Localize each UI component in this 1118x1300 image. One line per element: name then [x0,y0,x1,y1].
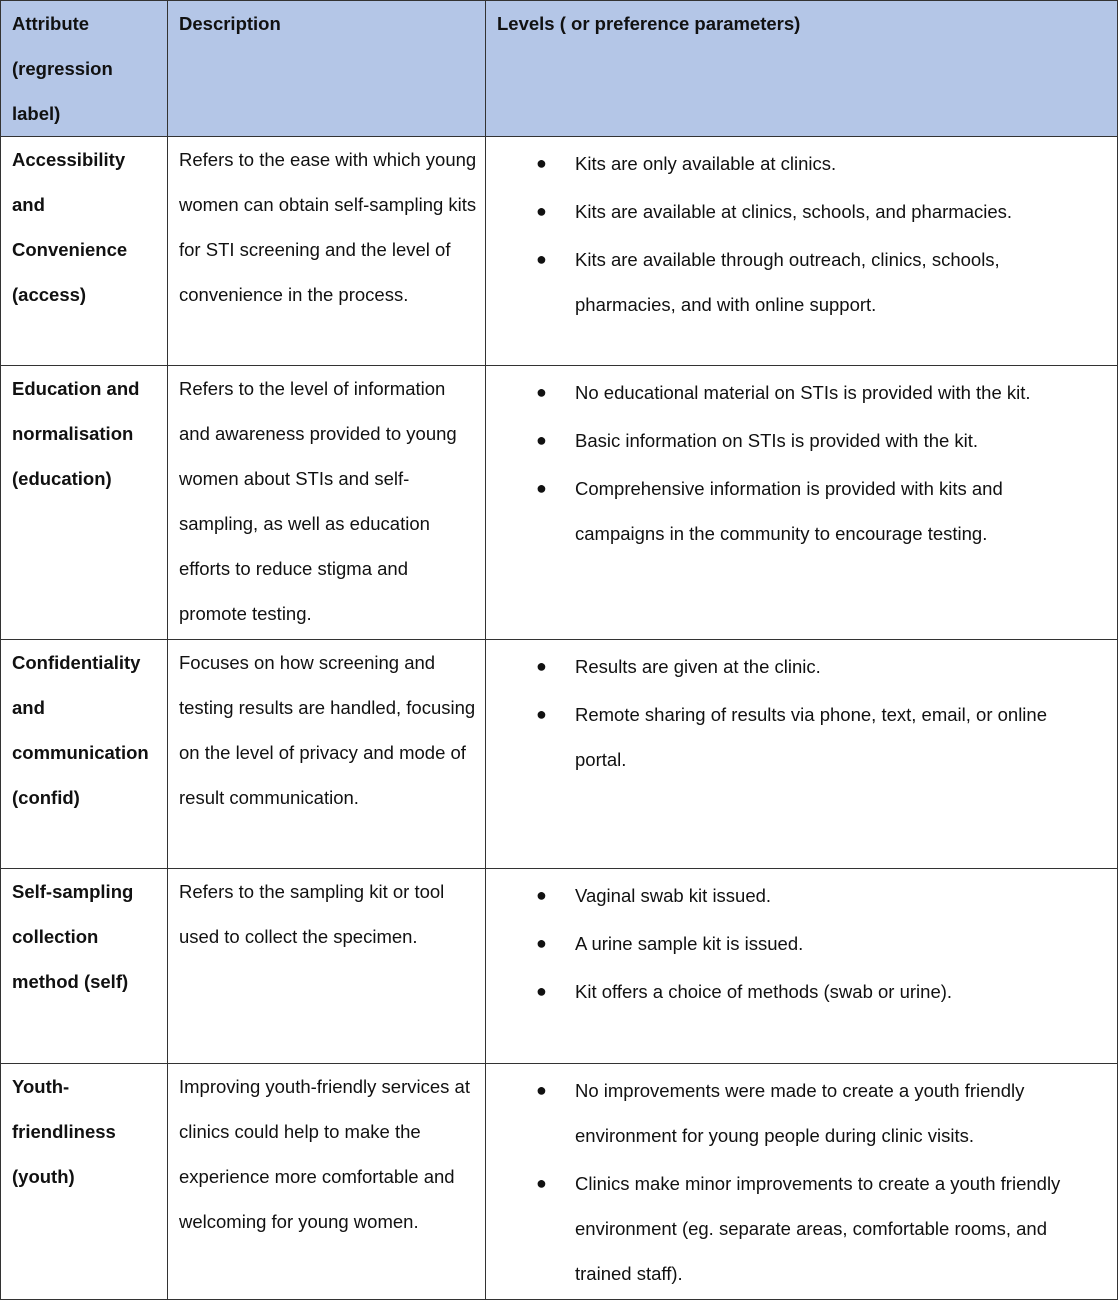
level-text: Comprehensive information is provided with kits and campaigns in the community to encourage testing. [575,478,1003,544]
levels-cell [486,1064,1118,1300]
description-cell: Refers to the ease with which young women can obtain self-sampling kits for STI screening and the level of convenience in the process. [168,137,486,366]
list-item [486,969,1097,1014]
bullet-icon: ● [536,656,547,676]
list-item [486,1161,1097,1296]
table-header [1,1,1118,137]
bullet-icon: ● [536,1173,547,1193]
list-item [486,237,1097,327]
levels-list [486,873,1097,1014]
level-text: Kit offers a choice of methods (swab or urine). [575,981,953,1002]
description-cell: Improving youth-friendly services at clinics could help to make the experience more comfortable and welcoming for young women. [168,1064,486,1300]
levels-cell [486,869,1118,1064]
table-row [1,1064,1118,1300]
header-levels: Levels ( or preference parameters) [486,1,1118,137]
list-item [486,692,1097,782]
description-cell: Refers to the sampling kit or tool used to collect the specimen. [168,869,486,1064]
level-text: Clinics make minor improvements to create a youth friendly environment (eg. separate areas, comfortable rooms, and trained staff). [575,1173,1061,1284]
level-text: Kits are available at clinics, schools, and pharmacies. [575,201,1013,222]
bullet-icon: ● [536,430,547,450]
attribute-cell: Confidentiality and communication (confid) [1,640,168,869]
bullet-icon: ● [536,382,547,402]
bullet-icon: ● [536,981,547,1001]
header-attribute: Attribute (regression label) [1,1,168,137]
level-text: Remote sharing of results via phone, text, email, or online portal. [575,704,1047,770]
level-text: Basic information on STIs is provided with the kit. [575,430,979,451]
list-item [486,141,1097,186]
attribute-cell: Accessibility and Convenience (access) [1,137,168,366]
header-description: Description [168,1,486,137]
bullet-icon: ● [536,704,547,724]
level-text: No educational material on STIs is provided with the kit. [575,382,1031,403]
attribute-cell: Education and normalisation (education) [1,366,168,640]
levels-list [486,644,1097,782]
list-item [486,921,1097,966]
list-item [486,370,1097,415]
level-text: Kits are only available at clinics. [575,153,837,174]
levels-cell [486,137,1118,366]
levels-list [486,370,1097,556]
table-row [1,137,1118,366]
bullet-icon: ● [536,153,547,173]
attribute-cell: Youth-friendliness (youth) [1,1064,168,1300]
levels-list [486,1068,1097,1296]
levels-cell [486,640,1118,869]
level-text: Results are given at the clinic. [575,656,821,677]
table-row [1,640,1118,869]
bullet-icon: ● [536,885,547,905]
bullet-icon: ● [536,1080,547,1100]
bullet-icon: ● [536,201,547,221]
table-row [1,366,1118,640]
header-row [1,1,1118,137]
description-cell: Focuses on how screening and testing results are handled, focusing on the level of privacy and mode of result communication. [168,640,486,869]
level-text: A urine sample kit is issued. [575,933,804,954]
levels-list [486,141,1097,327]
levels-cell [486,366,1118,640]
list-item [486,189,1097,234]
description-cell: Refers to the level of information and awareness provided to young women about STIs and self-sampling, as well as education efforts to reduce stigma and promote testing. [168,366,486,640]
list-item [486,418,1097,463]
level-text: Vaginal swab kit issued. [575,885,772,906]
list-item [486,873,1097,918]
list-item [486,466,1097,556]
bullet-icon: ● [536,478,547,498]
list-item [486,644,1097,689]
list-item [486,1068,1097,1158]
level-text: No improvements were made to create a youth friendly environment for young people during clinic visits. [575,1080,1025,1146]
table-row [1,869,1118,1064]
level-text: Kits are available through outreach, clinics, schools, pharmacies, and with online support. [575,249,1000,315]
bullet-icon: ● [536,933,547,953]
bullet-icon: ● [536,249,547,269]
attribute-cell: Self-sampling collection method (self) [1,869,168,1064]
